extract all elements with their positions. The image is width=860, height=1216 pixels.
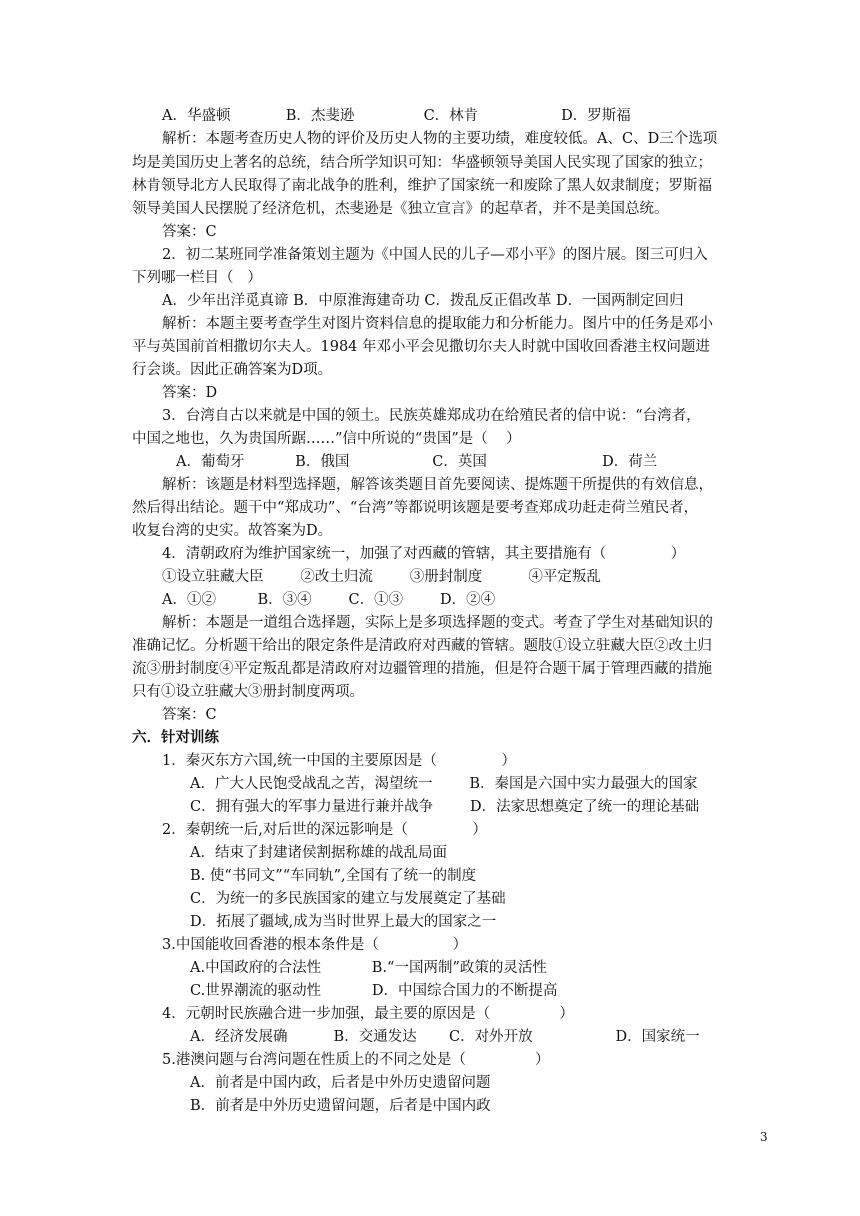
text-line: 然后得出结论。题干中“郑成功”、“台湾”等都说明该题是要考查郑成功赶走荷兰殖民者， xyxy=(132,500,699,516)
text-line: 中国之地也，久为贵国所踞……”信中所说的“贵国”是（ ） xyxy=(132,431,521,447)
text-line: A．少年出洋觅真谛 B．中原淮海建奇功 C．拨乱反正倡改革 D．一国两制定回归 xyxy=(162,293,684,309)
text-line: 2．秦朝统一后,对后世的深远影响是（ ） xyxy=(162,822,487,838)
text-line: A．经济发展确 B．交通发达 C．对外开放 D．国家统一 xyxy=(190,1029,700,1045)
text-line: 3．台湾自古以来就是中国的领土。民族英雄郑成功在给殖民者的信中说：“台湾者， xyxy=(162,408,701,424)
text-line: A.中国政府的合法性 B.“一国两制”政策的灵活性 xyxy=(190,960,547,976)
text-line: 流③册封制度④平定叛乱都是清政府对边疆管理的措施，但是符合题干属于管理西藏的措施 xyxy=(132,661,712,677)
text-line: A．结束了封建诸侯割据称雄的战乱局面 xyxy=(190,845,447,861)
text-line: A．广大人民饱受战乱之苦，渴望统一 B．秦国是六国中实力最强大的国家 xyxy=(190,776,698,792)
text-line: ①设立驻藏大臣 ②改土归流 ③册封制度 ④平定叛乱 xyxy=(162,569,601,585)
text-line: A．①② B．③④ C．①③ D．②④ xyxy=(162,592,496,608)
text-line: 2．初二某班同学准备策划主题为《中国人民的儿子—邓小平》的图片展。图三可归入 xyxy=(162,247,708,263)
text-line: B. 使“书同文”“车同轨”,全国有了统一的制度 xyxy=(190,868,477,884)
text-line: 下列哪一栏目（ ） xyxy=(132,270,262,286)
text-line: 解析：本题考查历史人物的评价及历史人物的主要功绩，难度较低。A、C、D三个选项 xyxy=(162,131,718,147)
text-line: C．为统一的多民族国家的建立与发展奠定了基础 xyxy=(190,891,506,907)
text-line: 4．清朝政府为维护国家统一，加强了对西藏的管辖，其主要措施有（ ） xyxy=(162,546,686,562)
page-number: 3 xyxy=(760,1130,768,1144)
text-line: 4．元朝时民族融合进一步加强，最主要的原因是（ ） xyxy=(162,1006,574,1022)
text-line: 平与英国前首相撒切尔夫人。1984 年邓小平会见撒切尔夫人时就中国收回香港主权问题进 xyxy=(132,339,711,355)
text-line: 3.中国能收回香港的根本条件是（ ） xyxy=(162,937,468,953)
text-line: 1．秦灭东方六国,统一中国的主要原因是（ ） xyxy=(162,753,516,769)
text-line: 收复台湾的史实。故答案为D。 xyxy=(132,523,333,539)
text-line: 答案：C xyxy=(162,224,217,240)
text-line: 只有①设立驻藏大③册封制度两项。 xyxy=(132,684,364,700)
text-line: 答案：C xyxy=(162,707,217,723)
text-line: 解析：本题主要考查学生对图片资料信息的提取能力和分析能力。图片中的任务是邓小 xyxy=(162,316,713,332)
text-line: 解析：本题是一道组合选择题，实际上是多项选择题的变式。考查了学生对基础知识的 xyxy=(162,615,713,631)
text-line: 林肯领导北方人民取得了南北战争的胜利，维护了国家统一和废除了黑人奴隶制度；罗斯福 xyxy=(132,178,712,194)
text-line: A．华盛顿 B．杰斐逊 C．林肯 D．罗斯福 xyxy=(162,108,631,124)
section-heading: 六．针对训练 xyxy=(132,730,219,746)
text-line: 行会谈。因此正确答案为D项。 xyxy=(132,362,333,378)
text-line: 均是美国历史上著名的总统，结合所学知识可知：华盛顿领导美国人民实现了国家的独立； xyxy=(132,155,712,171)
text-line: 准确记忆。分析题干给出的限定条件是清政府对西藏的管辖。题肢①设立驻藏大臣②改土归 xyxy=(132,638,712,654)
text-line: B．前者是中外历史遗留问题，后者是中国内政 xyxy=(190,1098,491,1114)
text-line: C．拥有强大的军事力量进行兼并战争 D．法家思想奠定了统一的理论基础 xyxy=(190,799,700,815)
text-line: 领导美国人民摆脱了经济危机，杰斐逊是《独立宣言》的起草者，并不是美国总统。 xyxy=(132,201,669,217)
text-line: 答案：D xyxy=(162,385,218,401)
text-line: A．前者是中国内政，后者是中外历史遗留问题 xyxy=(190,1075,491,1091)
text-line: 5.港澳问题与台湾问题在性质上的不同之处是（ ） xyxy=(162,1052,550,1068)
text-line: 解析：该题是材料型选择题，解答该类题目首先要阅读、提炼题干所提供的有效信息， xyxy=(162,477,713,493)
text-line: D．拓展了疆域,成为当时世界上最大的国家之一 xyxy=(190,914,497,930)
text-line: A．葡萄牙 B．俄国 C．英国 D．荷兰 xyxy=(176,454,658,470)
text-line: C.世界潮流的驱动性 D．中国综合国力的不断提高 xyxy=(190,983,558,999)
